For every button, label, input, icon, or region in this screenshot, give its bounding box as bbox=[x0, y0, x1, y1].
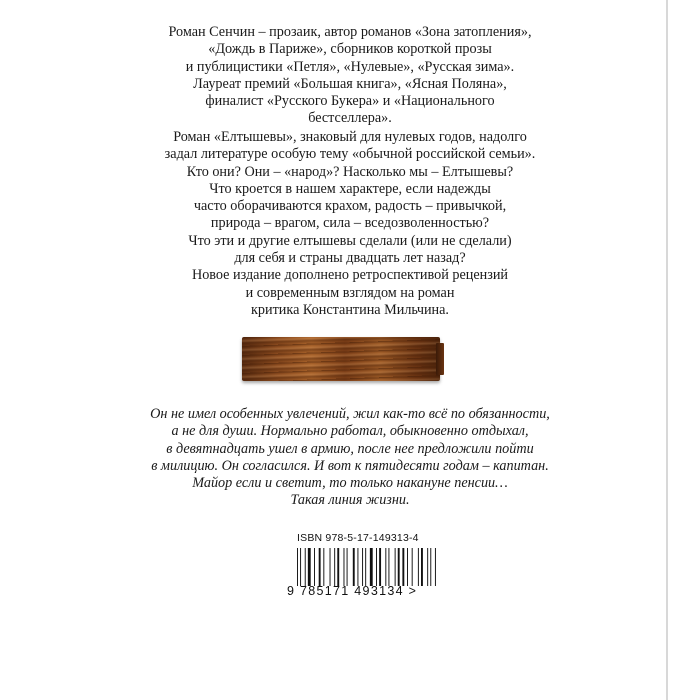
barcode-bar bbox=[344, 548, 345, 586]
isbn-label: ISBN 978-5-17-149313-4 bbox=[297, 532, 419, 544]
barcode-bar bbox=[435, 548, 436, 586]
quote-line: в девятнадцать ушел в армию, после нее предложили пойти bbox=[166, 440, 534, 457]
barcode-bar bbox=[347, 548, 348, 586]
barcode-bar bbox=[407, 548, 408, 586]
barcode-bar bbox=[402, 548, 404, 586]
novel-description-line: для себя и страны двадцать лет назад? bbox=[234, 250, 466, 267]
novel-description-line: Роман «Елтышевы», знаковый для нулевых годов, надолго bbox=[173, 129, 527, 145]
author-bio-line: «Дождь в Париже», сборников короткой прозы bbox=[208, 41, 492, 58]
barcode-bar bbox=[376, 548, 377, 586]
author-bio-line: бестселлера». bbox=[308, 110, 392, 127]
author-bio-line: Лауреат премий «Большая книга», «Ясная Поляна», bbox=[193, 75, 507, 92]
novel-description bbox=[150, 129, 550, 319]
novel-description-line: Что эти и другие елтышевы сделали (или не сделали) bbox=[188, 232, 512, 249]
barcode-bar bbox=[385, 548, 386, 586]
barcode-bar bbox=[297, 548, 298, 586]
barcode-bar bbox=[314, 548, 315, 586]
barcode-bar bbox=[412, 548, 413, 586]
author-bio-line: Роман Сенчин – прозаик, автор романов «Зона затопления», bbox=[168, 24, 532, 40]
barcode-bar bbox=[323, 548, 324, 586]
barcode-bar bbox=[334, 548, 335, 586]
barcode-bar bbox=[319, 548, 321, 586]
barcode-bar bbox=[308, 548, 311, 586]
barcode-bar bbox=[395, 548, 396, 586]
barcode-bar bbox=[305, 548, 306, 586]
quote-line: Такая линия жизни. bbox=[290, 492, 410, 509]
barcode-bar bbox=[379, 548, 381, 586]
cover-spine-edge bbox=[666, 0, 668, 700]
barcode-bar bbox=[430, 548, 431, 586]
quote-line: Он не имел особенных увлечений, жил как-то всё по обязанности, bbox=[150, 406, 550, 422]
novel-description-line: природа – врагом, сила – вседозволенностью? bbox=[210, 215, 490, 232]
novel-description-line: Новое издание дополнено ретроспективой рецензий bbox=[191, 267, 509, 284]
barcode-bar bbox=[300, 548, 301, 586]
barcode-bar bbox=[353, 548, 355, 586]
novel-description-line: часто оборачиваются крахом, радость – привычкой, bbox=[193, 198, 507, 215]
barcode-bar bbox=[357, 548, 358, 586]
barcode-bar bbox=[370, 548, 373, 586]
barcode-bar bbox=[330, 548, 331, 586]
quote-line: Майор если и светит, то только накануне пенсии… bbox=[192, 475, 508, 492]
author-bio bbox=[150, 24, 550, 128]
novel-quote bbox=[145, 406, 555, 510]
barcode-bar bbox=[418, 548, 419, 586]
novel-description-line: критика Константина Мильчина. bbox=[251, 301, 449, 318]
quote-line: а не для души. Нормально работал, обыкновенно отдыхал, bbox=[171, 423, 529, 440]
novel-description-line: и современным взглядом на роман bbox=[245, 284, 455, 301]
author-bio-line: финалист «Русского Букера» и «Национального bbox=[205, 93, 495, 110]
barcode bbox=[297, 548, 445, 586]
novel-description-line: задал литературе особую тему «обычной российской семьи». bbox=[164, 146, 536, 163]
barcode-bar bbox=[398, 548, 400, 586]
novel-description-line: Кто они? Они – «народ»? Насколько мы – Елтышевы? bbox=[186, 163, 514, 180]
wooden-plank-end bbox=[436, 343, 444, 375]
barcode-bar bbox=[421, 548, 423, 586]
barcode-bar bbox=[427, 548, 428, 586]
barcode-bar bbox=[362, 548, 363, 586]
barcode-digits: 9 785171 493134 > bbox=[287, 584, 418, 598]
wooden-plank-image bbox=[242, 337, 440, 381]
quote-line: в милицию. Он согласился. И вот к пятидесяти годам – капитан. bbox=[151, 457, 549, 474]
barcode-bar bbox=[365, 548, 366, 586]
barcode-bar bbox=[337, 548, 339, 586]
novel-description-line: Что кроется в нашем характере, если надежды bbox=[209, 180, 491, 197]
barcode-bar bbox=[388, 548, 389, 586]
author-bio-line: и публицистики «Петля», «Нулевые», «Русская зима». bbox=[185, 58, 515, 75]
